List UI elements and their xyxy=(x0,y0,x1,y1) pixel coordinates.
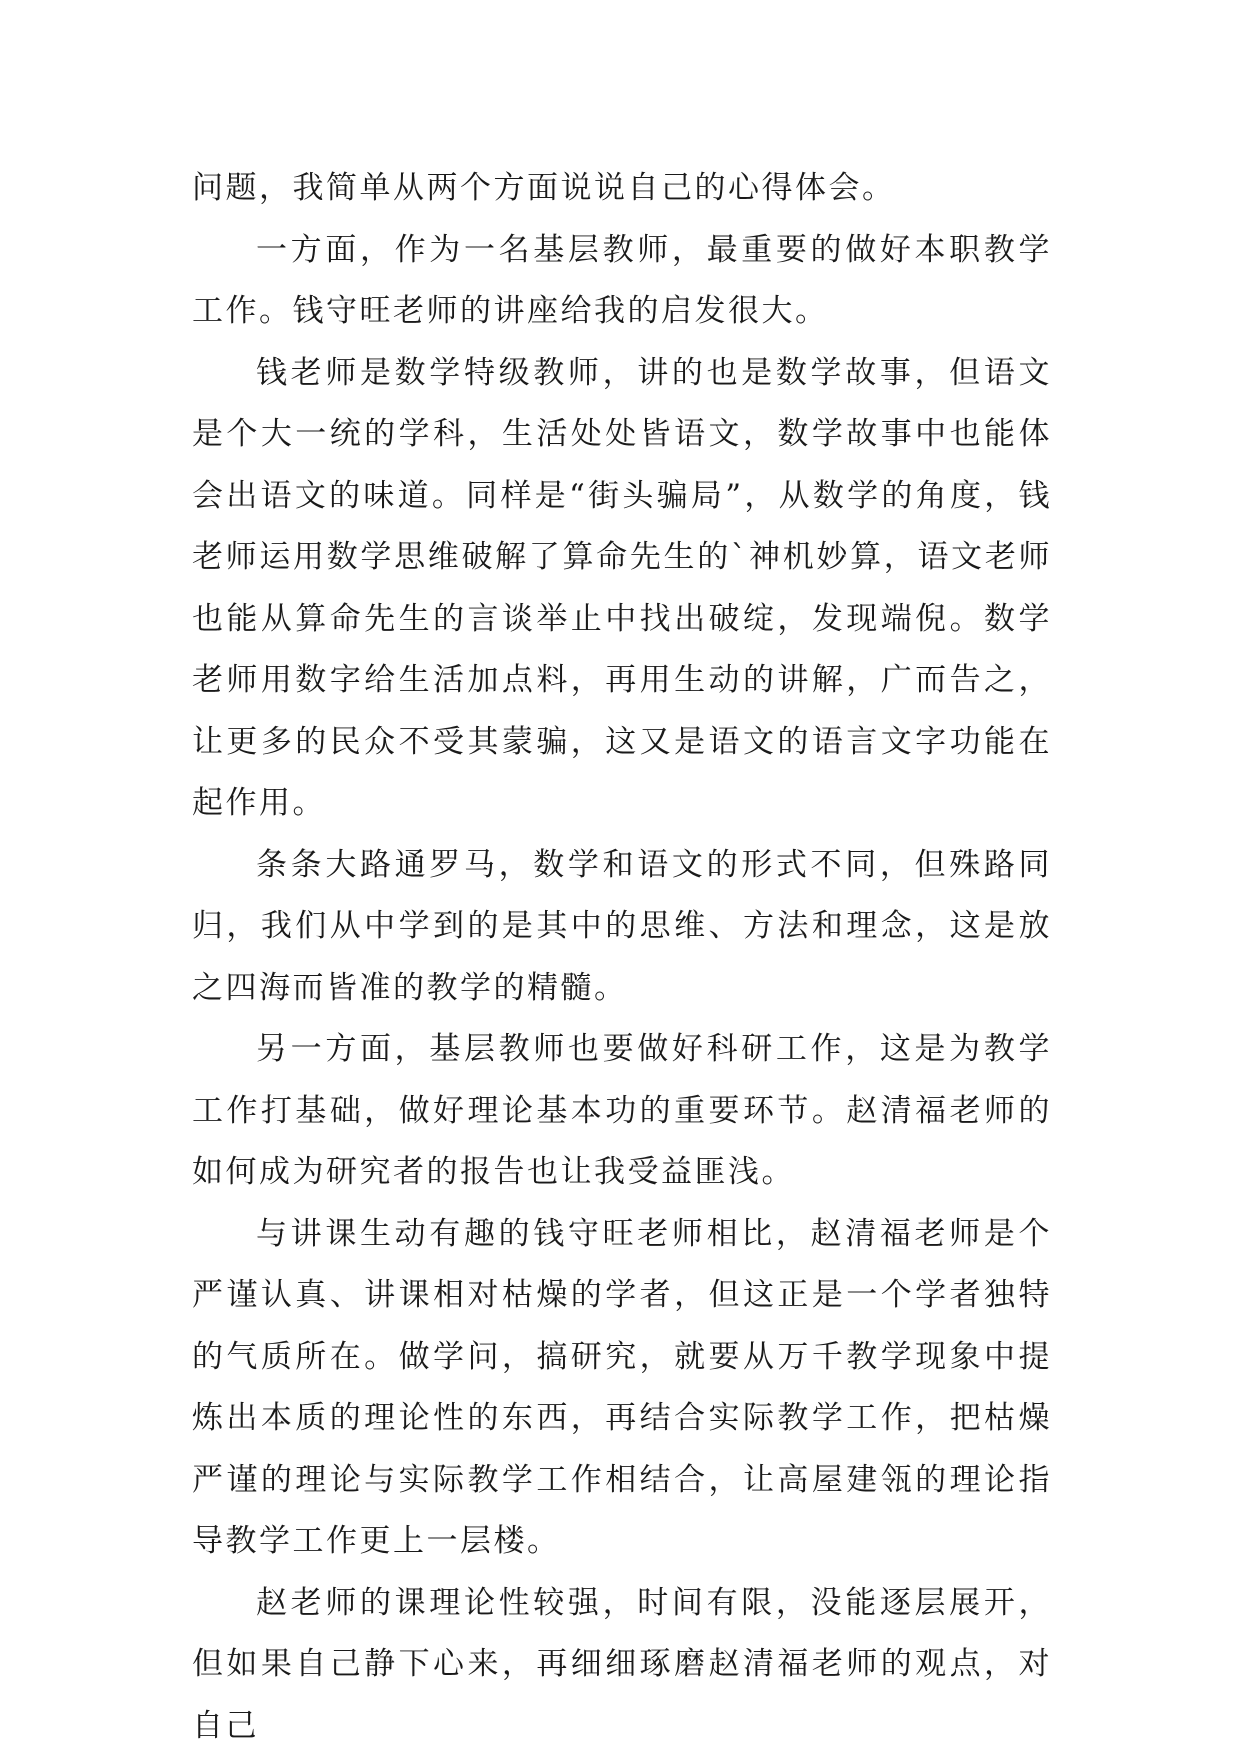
paragraph-2: 一方面，作为一名基层教师，最重要的做好本职教学工作。钱守旺老师的讲座给我的启发很大。 xyxy=(192,220,1052,343)
paragraph-3: 钱老师是数学特级教师，讲的也是数学故事，但语文是个大一统的学科，生活处处皆语文，数学故事中也能体会出语文的味道。同样是“街头骗局”，从数学的角度，钱老师运用数学思维破解了算命先生的`神机妙算，语文老师也能从算命先生的言谈举止中找出破绽，发现端倪。数学老师用数字给生活加点料，再用生动的讲解，广而告之，让更多的民众不受其蒙骗，这又是语文的语言文字功能在起作用。 xyxy=(192,343,1052,835)
paragraph-6: 与讲课生动有趣的钱守旺老师相比，赵清福老师是个严谨认真、讲课相对枯燥的学者，但这正是一个学者独特的气质所在。做学问，搞研究，就要从万千教学现象中提炼出本质的理论性的东西，再结合实际教学工作，把枯燥严谨的理论与实际教学工作相结合，让高屋建瓴的理论指导教学工作更上一层楼。 xyxy=(192,1204,1052,1573)
paragraph-5: 另一方面，基层教师也要做好科研工作，这是为教学工作打基础，做好理论基本功的重要环节。赵清福老师的如何成为研究者的报告也让我受益匪浅。 xyxy=(192,1019,1052,1204)
document-body xyxy=(192,158,1052,1757)
paragraph-1: 问题，我简单从两个方面说说自己的心得体会。 xyxy=(192,158,1052,220)
paragraph-7: 赵老师的课理论性较强，时间有限，没能逐层展开，但如果自己静下心来，再细细琢磨赵清福老师的观点，对自己 xyxy=(192,1573,1052,1757)
paragraph-4: 条条大路通罗马，数学和语文的形式不同，但殊路同归，我们从中学到的是其中的思维、方法和理念，这是放之四海而皆准的教学的精髓。 xyxy=(192,835,1052,1020)
